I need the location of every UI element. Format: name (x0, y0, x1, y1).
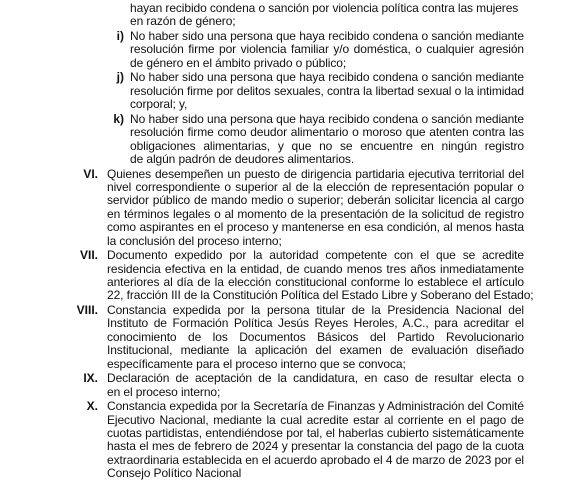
section-ix-line-2: en el proceso interno; (107, 384, 221, 399)
item-i-line-1: No haber sido una persona que haya recibido condena o sanción mediante (130, 30, 524, 43)
item-k-line-1: No haber sido una persona que haya recibido condena o sanción mediante (130, 112, 524, 126)
section-x-line-1: Constancia expedida por la Secretaría de Finanzas y Administración del Comité (107, 400, 524, 414)
section-vi-line-3: servidor público de mando medio o superior; deberán solicitar licencia al cargo (107, 194, 524, 208)
section-vi-line-6: la conclusión del proceso interno; (107, 233, 282, 248)
item-i-line-2: resolución firme por violencia familiar y/o doméstica, o cualquier agresión (130, 43, 524, 57)
section-marker-vii: VII. (79, 248, 98, 263)
item-k-line-3: obligaciones alimentarias, y que no se encuentre en ningún registro (130, 139, 524, 153)
section-x-line-4: hasta el mes de febrero de 2024 y presentar la constancia del pago de la cuota (107, 440, 524, 454)
item-k-line-4: de algún padrón de deudores alimentarios. (130, 152, 355, 166)
section-x-line-3: cuotas partidistas, entendiéndose por tal, el haberlas cubierto sistemáticamente (107, 427, 524, 440)
section-viii-line-3: conocimiento de los Documentos Básicos del Partido Revolucionario (107, 330, 524, 344)
section-x-line-5: extraordinaria establecida en el acuerdo aprobado el 4 de marzo de 2023 por el (107, 453, 524, 467)
section-vi-line-5: como aspirantes en el proceso y mantenerse en esa condición, al menos hasta (107, 221, 524, 235)
section-marker-vi: VI. (83, 166, 98, 181)
item-j-line-3: corporal; y, (130, 97, 188, 112)
section-vi-line-4: en términos legales o al momento de la presentación de la solicitud de registro (107, 207, 524, 221)
section-vii-line-4: 22, fracción III de la Constitución Política del Estado Libre y Soberano del Estado; (107, 288, 534, 303)
section-marker-x: X. (86, 399, 98, 414)
section-vii-line-2: residencia efectiva en la entidad, de cuando menos tres años inmediatamente (107, 262, 524, 276)
item-marker-i: i) (116, 29, 124, 43)
item-j-line-2: resolución firme por delitos sexuales, contra la libertad sexual o la intimidad (130, 84, 524, 98)
section-viii-line-2: Instituto de Formación Política Jesús Reyes Heroles, A.C., para acreditar el (107, 317, 524, 331)
continuation-line-1: hayan recibido condena o sanción por violencia política contra las mujeres (130, 1, 519, 15)
item-k-line-2: resolución firme como deudor alimentario o moroso que atenten contra las (130, 126, 524, 140)
section-marker-ix: IX. (83, 371, 98, 386)
section-x-line-2: Ejecutivo Nacional, mediante la cual acredite estar al corriente en el pago de (107, 413, 524, 427)
section-vi-line-2: nivel correspondiente o superior al de la elección de representación popular o (107, 181, 524, 194)
section-vi-line-1: Quienes desempeñen un puesto de dirigencia partidaria ejecutiva territorial del (107, 167, 524, 181)
continuation-line-2: en razón de género; (130, 14, 236, 29)
section-x-line-6: Consejo Político Nacional (107, 466, 242, 481)
item-marker-j: j) (116, 70, 124, 85)
section-vii-line-3: anteriores al día de la elección constitucional conforme lo establece el artículo (107, 276, 524, 289)
section-ix-line-1: Declaración de aceptación de la candidatura, en caso de resultar electa o (107, 372, 524, 386)
item-marker-k: k) (113, 111, 124, 126)
item-i-line-3: de género en el ámbito privado o público; (130, 55, 347, 70)
section-vii-line-1: Documento expedido por la autoridad competente con el que se acredite (107, 249, 524, 263)
section-viii-line-4: Institucional, mediante la aplicación del examen de evaluación diseñado (107, 344, 524, 358)
section-marker-viii: VIII. (76, 303, 98, 317)
section-viii-line-5: específicamente para el proceso interno que se convoca; (107, 356, 406, 371)
section-viii-line-1: Constancia expedida por la persona titular de la Presidencia Nacional del (107, 304, 524, 317)
item-j-line-1: No haber sido una persona que haya recibido condena o sanción mediante (130, 71, 524, 85)
